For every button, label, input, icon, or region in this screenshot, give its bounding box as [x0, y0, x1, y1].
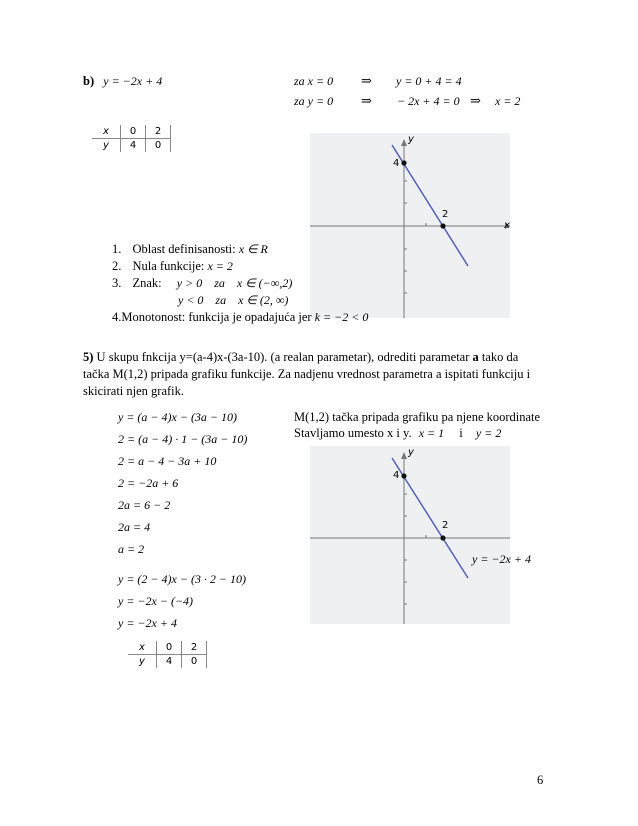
- table-b-y-header: y: [92, 139, 121, 153]
- table-5-x-header: x: [128, 641, 157, 655]
- calc2-condition: za y = 0: [294, 94, 334, 108]
- task5-note-line2: Stavljamo umesto x i y. x = 1 i y = 2: [294, 426, 502, 440]
- graph-5-y-tick: 4: [393, 470, 400, 481]
- sign-line-2: y < 0 za x ∈ (2, ∞): [178, 293, 289, 307]
- graph-b-x-label: x: [504, 220, 510, 231]
- calc2-arrow-2: ⇒: [470, 93, 481, 108]
- table-5-y-1: 0: [182, 655, 207, 669]
- graph-5: [310, 446, 531, 624]
- graph-b-y-label: y: [408, 134, 414, 145]
- calc1-result: y = 0 + 4 = 4: [396, 74, 462, 88]
- task5-statement-line1: 5) U skupu fnkcija y=(a-4)x-(3a-10). (a realan parametar), odrediti parametar a tako da: [83, 350, 519, 364]
- step2-3: y = −2x + 4: [118, 616, 177, 630]
- calc1-arrow: ⇒: [361, 73, 372, 88]
- step2-1: y = (2 − 4)x − (3 · 2 − 10): [118, 572, 247, 586]
- prop-3: 3. Znak: y > 0 za x ∈ (−∞,2): [112, 276, 293, 290]
- graph-b: [310, 133, 510, 318]
- table-b-x-1: 2: [146, 125, 171, 139]
- page-number: 6: [537, 773, 544, 787]
- graph-5-line-label: y = −2x + 4: [472, 552, 531, 566]
- value-table-5: [128, 641, 207, 668]
- prop-1: 1. Oblast definisanosti: x ∈ R: [112, 242, 268, 256]
- calc2-result: − 2x + 4 = 0: [397, 94, 460, 108]
- table-5-y-0: 4: [157, 655, 182, 669]
- graph-b-point-x-intercept: [440, 223, 445, 228]
- graph-5-x-tick: 2: [442, 520, 449, 531]
- table-5-x-1: 2: [182, 641, 207, 655]
- value-table-b: [92, 125, 171, 152]
- step-2: 2 = (a − 4) · 1 − (3a − 10): [118, 432, 248, 446]
- step-1: y = (a − 4)x − (3a − 10): [118, 410, 238, 424]
- step-7: a = 2: [118, 542, 145, 556]
- part-b-function: y = −2x + 4: [103, 74, 163, 88]
- part-b-header: [83, 74, 162, 89]
- table-b-x-header: x: [92, 125, 121, 139]
- graph-b-y-arrow: [401, 139, 407, 146]
- graph-5-y-label: y: [408, 447, 414, 458]
- table-5-y-header: y: [128, 655, 157, 669]
- step-5: 2a = 6 − 2: [118, 498, 171, 512]
- step-3: 2 = a − 4 − 3a + 10: [118, 454, 217, 468]
- calc1-condition: za x = 0: [294, 74, 334, 88]
- graph-b-y-tick: 4: [393, 158, 400, 169]
- prop-2: 2. Nula funkcije: x = 2: [112, 259, 233, 273]
- calc2-arrow: ⇒: [361, 93, 372, 108]
- table-b-y-1: 0: [146, 139, 171, 153]
- graph-5-point-x-intercept: [440, 535, 445, 540]
- graph-5-point-y-intercept: [401, 473, 406, 478]
- graph-5-y-arrow: [401, 452, 407, 459]
- step-4: 2 = −2a + 6: [118, 476, 179, 490]
- monotony: 4.Monotonost: funkcija je opadajuća jer k = −2 < 0: [112, 310, 369, 324]
- part-b-label: b): [83, 74, 95, 88]
- graph-b-x-tick: 2: [442, 209, 449, 220]
- table-b-x-0: 0: [121, 125, 146, 139]
- task5-statement-line3: skicirati njen grafik.: [83, 384, 185, 398]
- task5-number: 5): [83, 350, 94, 364]
- calc2-result-2: x = 2: [495, 94, 521, 108]
- table-5-x-0: 0: [157, 641, 182, 655]
- task5-note-line1: M(1,2) tačka pripada grafiku pa njene koordinate: [294, 410, 541, 424]
- step-6: 2a = 4: [118, 520, 151, 534]
- step2-2: y = −2x − (−4): [118, 594, 194, 608]
- table-b-y-0: 4: [121, 139, 146, 153]
- task5-statement-line2: tačka M(1,2) pripada grafiku funkcije. Za nadjenu vrednost parametra a ispitati funkciju i: [83, 367, 531, 381]
- graph-b-point-y-intercept: [401, 160, 406, 165]
